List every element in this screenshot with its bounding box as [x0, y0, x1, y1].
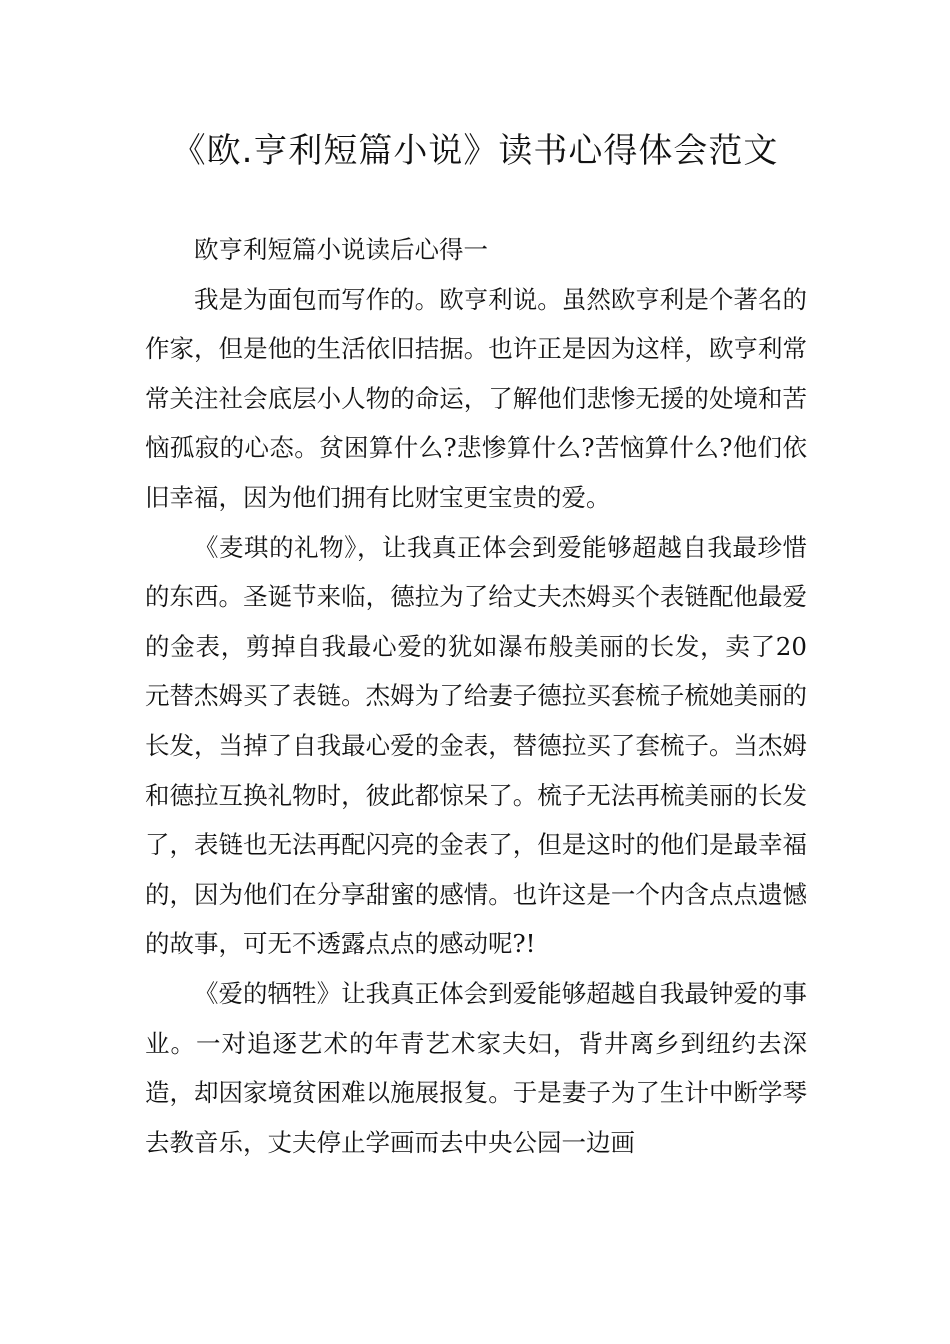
document-title: 《欧.亨利短篇小说》读书心得体会范文: [171, 131, 779, 171]
paragraph-service-of-love: 《爱的牺牲》让我真正体会到爱能够超越自我最钟爱的事业。一对追逐艺术的年青艺术家夫妇，背井离乡到纽约去深造，却因家境贫困难以施展报复。于是妻子为了生计中断学琴去教音乐，丈夫停止学画而去中央公园一边画: [145, 978, 807, 1157]
paragraph-gift-of-the-magi: 《麦琪的礼物》，让我真正体会到爱能够超越自我最珍惜的东西。圣诞节来临，德拉为了给丈夫杰姆买个表链配他最爱的金表，剪掉自我最心爱的犹如瀑布般美丽的长发，卖了20元替杰姆买了表链。杰姆为了给妻子德拉买套梳子梳她美丽的长发，当掉了自我最心爱的金表，替德拉买了套梳子。当杰姆和德拉互换礼物时，彼此都惊呆了。梳子无法再梳美丽的长发了，表链也无法再配闪亮的金表了，但是这时的他们是最幸福的，因为他们在分享甜蜜的感情。也许这是一个内含点点遗憾的故事，可无不透露点点的感动呢?!: [145, 532, 807, 959]
paragraph-intro: 我是为面包而写作的。欧亨利说。虽然欧亨利是个著名的作家，但是他的生活依旧拮据。也许正是因为这样，欧亨利常常关注社会底层小人物的命运，了解他们悲惨无援的处境和苦恼孤寂的心态。贫困算什么?悲惨算什么?苦恼算什么?他们依旧幸福，因为他们拥有比财宝更宝贵的爱。: [145, 284, 807, 512]
document-body: [145, 225, 807, 1167]
section-subheading: 欧亨利短篇小说读后心得一: [194, 235, 488, 264]
